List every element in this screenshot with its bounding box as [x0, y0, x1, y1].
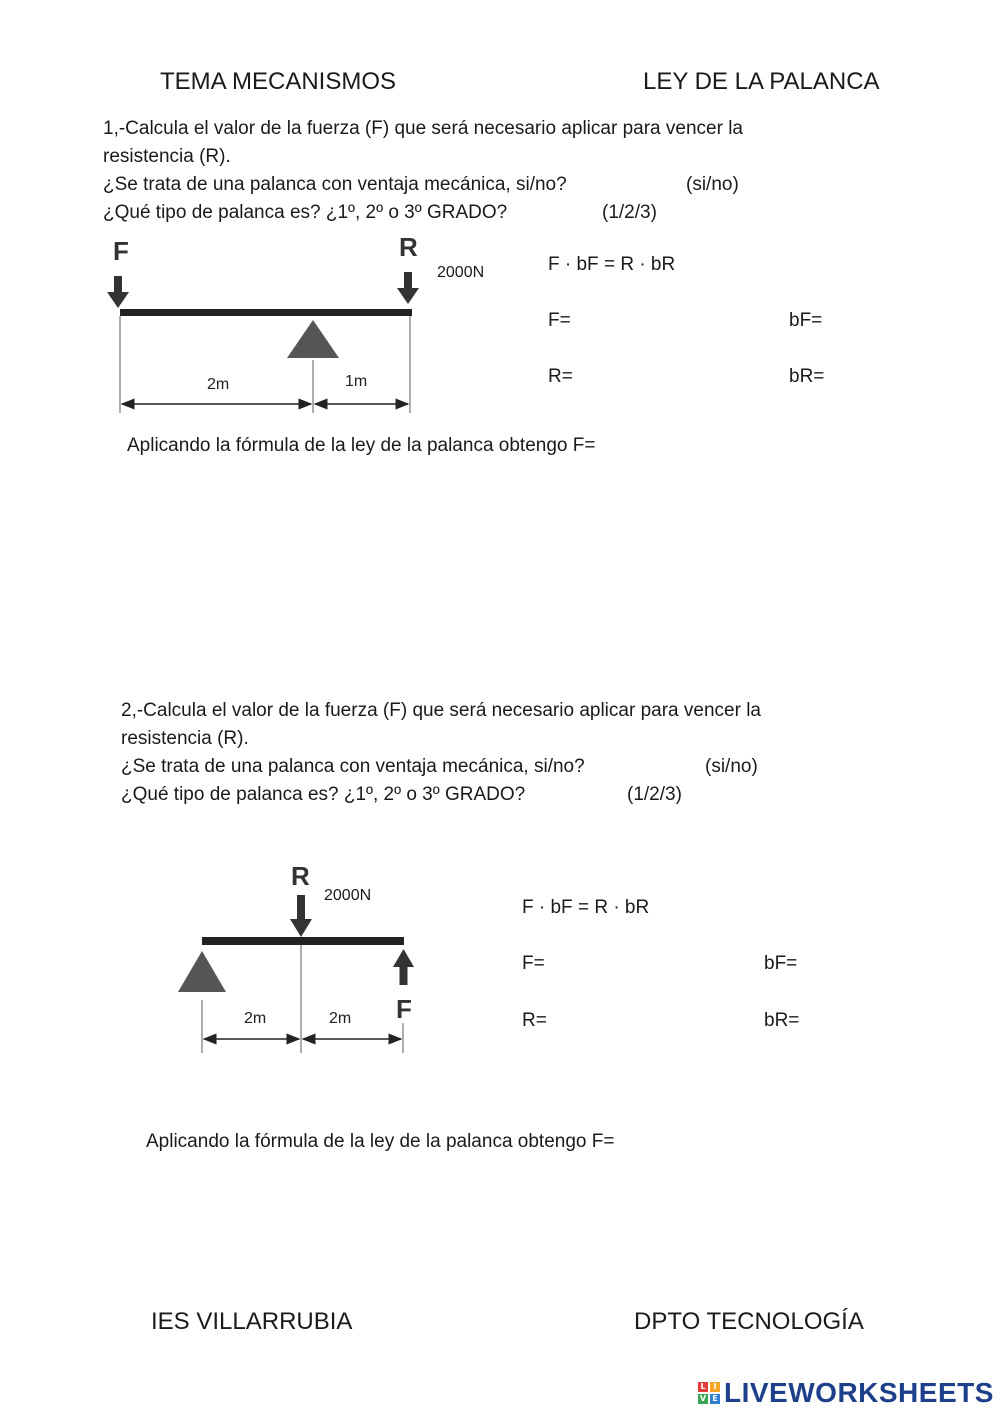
ex2-f-label: F= — [522, 953, 545, 974]
ex2-load-value: 2000N — [324, 887, 372, 904]
ex2-lever-beam — [202, 937, 404, 945]
ex2-lever-diagram — [160, 855, 435, 1070]
ex1-question-advantage-hint: (si/no) — [686, 174, 739, 195]
ex1-formula: F · bF = R · bR — [548, 254, 676, 275]
ex1-resistance-arrow-icon — [397, 272, 419, 304]
ex1-bf-label: bF= — [789, 310, 823, 331]
ex1-question-advantage: ¿Se trata de una palanca con ventaja mecánica, si/no? — [103, 174, 567, 195]
ex2-resistance-arrow-icon — [290, 895, 312, 937]
ex2-question-advantage-hint: (si/no) — [705, 756, 758, 777]
ex1-br-label: bR= — [789, 366, 825, 387]
ex1-question-type-hint: (1/2/3) — [602, 202, 657, 223]
ex2-formula: F · bF = R · bR — [522, 897, 650, 918]
ex2-force-arrow-icon — [393, 949, 414, 985]
ex2-prompt-line1: 2,-Calcula el valor de la fuerza (F) que será necesario aplicar para vencer la — [121, 700, 761, 721]
ex1-left-arm-label: 2m — [207, 376, 230, 393]
ex1-prompt-line1: 1,-Calcula el valor de la fuerza (F) que será necesario aplicar para vencer la — [103, 118, 743, 139]
header-title-right: LEY DE LA PALANCA — [643, 68, 880, 95]
ex1-f-label: F= — [548, 310, 571, 331]
ex2-r-label: R= — [522, 1010, 547, 1031]
liveworksheets-mark-icon: L I V E — [698, 1382, 720, 1404]
ex1-lever-beam — [120, 309, 412, 316]
ex1-lever-diagram — [95, 228, 500, 423]
ex2-conclusion: Aplicando la fórmula de la ley de la palanca obtengo F= — [146, 1131, 615, 1152]
ex1-right-arm-label: 1m — [345, 373, 368, 390]
ex1-fulcrum-icon — [287, 320, 339, 358]
liveworksheets-wordmark: LIVEWORKSHEETS — [724, 1377, 994, 1408]
ex2-right-arm-label: 2m — [329, 1010, 352, 1027]
ex2-fulcrum-icon — [178, 951, 226, 992]
ex2-left-arm-label: 2m — [244, 1010, 267, 1027]
ex1-force-label: F — [113, 236, 129, 266]
ex2-question-type: ¿Qué tipo de palanca es? ¿1º, 2º o 3º GRADO? — [121, 784, 526, 805]
ex1-load-value: 2000N — [437, 264, 485, 281]
ex1-force-arrow-icon — [107, 276, 129, 308]
ex1-prompt-line2: resistencia (R). — [103, 146, 231, 167]
ex1-resistance-label: R — [399, 232, 418, 262]
ex2-question-type-hint: (1/2/3) — [627, 784, 682, 805]
ex2-bf-label: bF= — [764, 953, 798, 974]
footer-school: IES VILLARRUBIA — [151, 1308, 353, 1335]
ex1-conclusion: Aplicando la fórmula de la ley de la palanca obtengo F= — [127, 435, 596, 456]
ex1-question-type: ¿Qué tipo de palanca es? ¿1º, 2º o 3º GRADO? — [103, 202, 508, 223]
ex2-prompt-line2: resistencia (R). — [121, 728, 249, 749]
ex2-force-label: F — [396, 994, 412, 1024]
footer-department: DPTO TECNOLOGÍA — [634, 1308, 864, 1335]
header-title-left: TEMA MECANISMOS — [160, 68, 397, 95]
ex1-r-label: R= — [548, 366, 573, 387]
ex2-question-advantage: ¿Se trata de una palanca con ventaja mecánica, si/no? — [121, 756, 585, 777]
ex2-resistance-label: R — [291, 861, 310, 891]
liveworksheets-logo[interactable] — [698, 1377, 994, 1409]
ex2-br-label: bR= — [764, 1010, 800, 1031]
